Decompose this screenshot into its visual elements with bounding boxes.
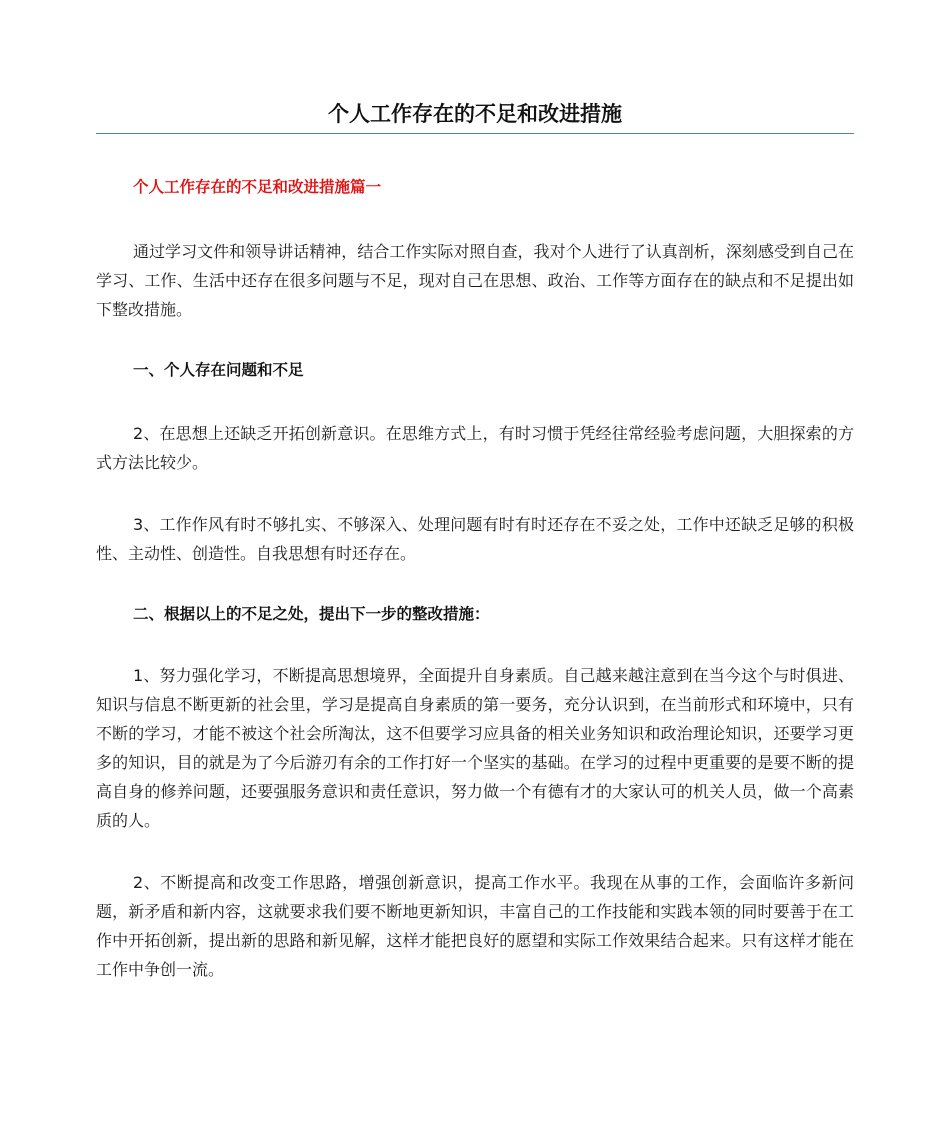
measure-paragraph-2: 2、不断提高和改变工作思路，增强创新意识，提高工作水平。我现在从事的工作，会面临许多新问题，新矛盾和新内容，这就要求我们要不断地更新知识，丰富自己的工作技能和实践本领的同时要善于在工作中开拓创新，提出新的思路和新见解，这样才能把良好的愿望和实际工作效果结合起来。只有这样才能在工作中争创一流。 xyxy=(96,873,854,979)
heading-measures: 二、根据以上的不足之处，提出下一步的整改措施： xyxy=(133,605,490,623)
measure-paragraph-1: 1、努力强化学习，不断提高思想境界，全面提升自身素质。自己越来越注意到在当今这个与时俱进、知识与信息不断更新的社会里，学习是提高自身素质的第一要务，充分认识到，在当前形式和环境中，只有不断的学习，才能不被这个社会所淘汰，这不但要学习应具备的相关业务知识和政治理论知识，还要学习更多的知识，目的就是为了今后游刃有余的工作打好一个坚实的基础。在学习的过程中更重要的是要不断的提高自身的修养问题，还要强服务意识和责任意识，努力做一个有德有才的大家认可的机关人员，做一个高素质的人。 xyxy=(96,666,854,830)
heading-problems: 一、个人存在问题和不足 xyxy=(133,361,304,379)
title-divider xyxy=(96,133,854,134)
section-title: 个人工作存在的不足和改进措施篇一 xyxy=(133,178,382,196)
problem-paragraph-2: 2、在思想上还缺乏开拓创新意识。在思维方式上，有时习惯于凭经往常经验考虑问题，大胆探索的方式方法比较少。 xyxy=(96,424,854,472)
intro-paragraph: 通过学习文件和领导讲话精神，结合工作实际对照自查，我对个人进行了认真剖析，深刻感受到自己在学习、工作、生活中还存在很多问题与不足，现对自己在思想、政治、工作等方面存在的缺点和不足提出如下整改措施。 xyxy=(96,242,854,319)
problem-paragraph-3: 3、工作作风有时不够扎实、不够深入、处理问题有时有时还存在不妥之处，工作中还缺乏足够的积极性、主动性、创造性。自我思想有时还存在。 xyxy=(96,515,854,563)
document-title: 个人工作存在的不足和改进措施 xyxy=(328,102,622,126)
